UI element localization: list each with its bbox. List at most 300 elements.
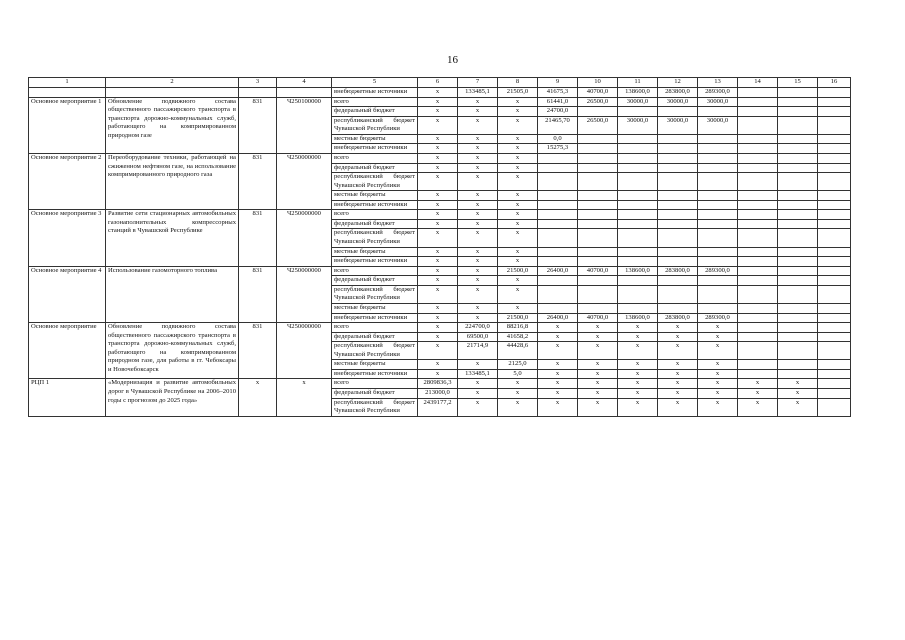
value-cell: x (458, 257, 498, 267)
value-cell: x (458, 144, 498, 154)
value-cell (618, 191, 658, 201)
value-cell (778, 219, 818, 229)
value-cell (818, 313, 851, 323)
value-cell (738, 323, 778, 333)
value-cell (538, 210, 578, 220)
budget-class-code: Ч250000000 (277, 210, 332, 266)
column-header: 14 (738, 78, 778, 88)
value-cell: x (538, 342, 578, 360)
value-cell: x (458, 360, 498, 370)
value-cell (738, 276, 778, 286)
value-cell (818, 323, 851, 333)
funding-source: всего (332, 97, 418, 107)
value-cell: x (698, 398, 738, 416)
value-cell (578, 229, 618, 247)
value-cell (778, 191, 818, 201)
value-cell (778, 88, 818, 98)
value-cell (818, 88, 851, 98)
value-cell: 30000,0 (618, 116, 658, 134)
column-header: 13 (698, 78, 738, 88)
value-cell: x (498, 116, 538, 134)
value-cell (698, 200, 738, 210)
table-row (29, 88, 851, 98)
value-cell (778, 144, 818, 154)
value-cell (578, 173, 618, 191)
grbs-code: 831 (239, 323, 277, 379)
value-cell (658, 229, 698, 247)
value-cell (578, 191, 618, 201)
funding-source: всего (332, 153, 418, 163)
column-header: 11 (618, 78, 658, 88)
value-cell (818, 229, 851, 247)
value-cell: x (498, 200, 538, 210)
grbs-code: 831 (239, 210, 277, 266)
value-cell (538, 200, 578, 210)
value-cell: x (458, 134, 498, 144)
value-cell (738, 134, 778, 144)
value-cell (818, 398, 851, 416)
value-cell: x (418, 247, 458, 257)
value-cell (778, 332, 818, 342)
value-cell: x (578, 360, 618, 370)
value-cell: 69500,0 (458, 332, 498, 342)
value-cell: x (498, 173, 538, 191)
value-cell: x (458, 247, 498, 257)
value-cell (698, 229, 738, 247)
value-cell (818, 97, 851, 107)
value-cell: x (458, 210, 498, 220)
value-cell: x (458, 163, 498, 173)
funding-source: всего (332, 210, 418, 220)
value-cell: x (458, 173, 498, 191)
table-row (29, 323, 851, 333)
value-cell (818, 163, 851, 173)
value-cell (778, 313, 818, 323)
measure-description: Переоборудование техники, работающей на сжиженном нефтяном газе, на использование компримированного природного газа (106, 153, 239, 209)
value-cell: x (498, 191, 538, 201)
value-cell: x (458, 303, 498, 313)
value-cell (738, 247, 778, 257)
value-cell (738, 369, 778, 379)
column-header: 6 (418, 78, 458, 88)
funding-source: местные бюджеты (332, 360, 418, 370)
value-cell: 21465,70 (538, 116, 578, 134)
value-cell (818, 134, 851, 144)
column-header: 10 (578, 78, 618, 88)
funding-source: федеральный бюджет (332, 332, 418, 342)
value-cell (738, 332, 778, 342)
value-cell: 138600,0 (618, 88, 658, 98)
value-cell: 213000,0 (418, 389, 458, 399)
column-header: 15 (778, 78, 818, 88)
value-cell: 224700,0 (458, 323, 498, 333)
value-cell (818, 153, 851, 163)
funding-source: республиканский бюджет Чувашской Республики (332, 285, 418, 303)
value-cell: 289300,0 (698, 266, 738, 276)
value-cell: x (458, 191, 498, 201)
value-cell (618, 134, 658, 144)
measure-name: Основное мероприятие (29, 323, 106, 379)
value-cell: x (538, 332, 578, 342)
funding-source: федеральный бюджет (332, 389, 418, 399)
value-cell (698, 163, 738, 173)
table-row (29, 97, 851, 107)
column-header: 9 (538, 78, 578, 88)
funding-source: местные бюджеты (332, 191, 418, 201)
value-cell (578, 144, 618, 154)
funding-source: местные бюджеты (332, 134, 418, 144)
value-cell: x (458, 219, 498, 229)
value-cell (658, 163, 698, 173)
budget-class-code: Ч250000000 (277, 266, 332, 322)
value-cell: x (418, 369, 458, 379)
value-cell (698, 285, 738, 303)
measure-name: Основное мероприятие 2 (29, 153, 106, 209)
value-cell: x (658, 398, 698, 416)
funding-source: республиканский бюджет Чувашской Республики (332, 116, 418, 134)
value-cell: x (418, 276, 458, 286)
value-cell: x (658, 342, 698, 360)
value-cell: x (618, 332, 658, 342)
value-cell: x (498, 210, 538, 220)
value-cell (818, 257, 851, 267)
value-cell (818, 173, 851, 191)
value-cell: x (418, 219, 458, 229)
value-cell: x (458, 276, 498, 286)
budget-class-code: Ч250000000 (277, 153, 332, 209)
value-cell: 5,0 (498, 369, 538, 379)
value-cell: x (698, 342, 738, 360)
funding-source: федеральный бюджет (332, 219, 418, 229)
value-cell (818, 369, 851, 379)
value-cell (778, 342, 818, 360)
funding-source: республиканский бюджет Чувашской Республики (332, 229, 418, 247)
value-cell: 40700,0 (578, 88, 618, 98)
value-cell (818, 266, 851, 276)
funding-source: внебюджетные источники (332, 369, 418, 379)
funding-source: местные бюджеты (332, 303, 418, 313)
column-header: 16 (818, 78, 851, 88)
value-cell (618, 247, 658, 257)
value-cell: x (418, 229, 458, 247)
value-cell: x (618, 342, 658, 360)
value-cell (658, 200, 698, 210)
value-cell (778, 303, 818, 313)
value-cell (578, 285, 618, 303)
value-cell: x (538, 389, 578, 399)
value-cell (738, 303, 778, 313)
value-cell (818, 332, 851, 342)
measure-name: Основное мероприятие 1 (29, 97, 106, 153)
funding-source: внебюджетные источники (332, 200, 418, 210)
value-cell (738, 360, 778, 370)
measure-name: Основное мероприятие 3 (29, 210, 106, 266)
value-cell: 0,0 (538, 134, 578, 144)
funding-source: местные бюджеты (332, 247, 418, 257)
value-cell (658, 247, 698, 257)
value-cell (818, 107, 851, 117)
value-cell: x (578, 323, 618, 333)
value-cell: 44428,6 (498, 342, 538, 360)
column-header: 7 (458, 78, 498, 88)
value-cell (618, 257, 658, 267)
value-cell: x (418, 191, 458, 201)
value-cell: x (498, 229, 538, 247)
grbs-code (239, 88, 277, 98)
value-cell: x (738, 389, 778, 399)
value-cell: x (498, 107, 538, 117)
measure-name (29, 88, 106, 98)
value-cell (818, 219, 851, 229)
value-cell (658, 153, 698, 163)
value-cell (778, 266, 818, 276)
value-cell: x (498, 144, 538, 154)
value-cell (818, 389, 851, 399)
budget-class-code: Ч250000000 (277, 323, 332, 379)
value-cell: x (698, 360, 738, 370)
value-cell (778, 134, 818, 144)
value-cell: x (658, 323, 698, 333)
value-cell (698, 219, 738, 229)
value-cell: x (618, 360, 658, 370)
measure-description: «Модернизация и развитие автомобильных дорог в Чувашской Республике на 2006–2010 годы с прогнозом до 2025 года» (106, 379, 239, 416)
value-cell: x (458, 229, 498, 247)
value-cell (818, 116, 851, 134)
value-cell (738, 191, 778, 201)
value-cell (538, 257, 578, 267)
column-header: 2 (106, 78, 239, 88)
funding-source: всего (332, 323, 418, 333)
value-cell: x (418, 266, 458, 276)
value-cell (618, 200, 658, 210)
value-cell (818, 379, 851, 389)
value-cell: 40700,0 (578, 313, 618, 323)
value-cell (778, 285, 818, 303)
value-cell: x (418, 257, 458, 267)
value-cell (578, 247, 618, 257)
value-cell: x (458, 97, 498, 107)
value-cell: x (778, 379, 818, 389)
value-cell (738, 285, 778, 303)
value-cell (618, 173, 658, 191)
column-header: 1 (29, 78, 106, 88)
value-cell (578, 200, 618, 210)
value-cell (818, 360, 851, 370)
value-cell (578, 303, 618, 313)
value-cell (578, 219, 618, 229)
value-cell: x (498, 257, 538, 267)
value-cell (698, 210, 738, 220)
value-cell (618, 219, 658, 229)
value-cell: x (578, 389, 618, 399)
grbs-code: 831 (239, 266, 277, 322)
value-cell (778, 116, 818, 134)
value-cell: x (418, 153, 458, 163)
column-header: 8 (498, 78, 538, 88)
value-cell (738, 257, 778, 267)
measure-description: Обновление подвижного состава общественного пассажирского транспорта в транспорта дорожно-коммунальных служб, работающего на компримированном природном газе (106, 97, 239, 153)
table-row (29, 266, 851, 276)
value-cell: x (458, 313, 498, 323)
measure-description: Использование газомоторного топлива (106, 266, 239, 322)
value-cell: 26400,0 (538, 266, 578, 276)
value-cell: x (498, 97, 538, 107)
value-cell (538, 229, 578, 247)
value-cell (778, 163, 818, 173)
value-cell (538, 276, 578, 286)
value-cell (578, 134, 618, 144)
value-cell (658, 219, 698, 229)
value-cell: x (418, 313, 458, 323)
value-cell: x (418, 134, 458, 144)
value-cell (698, 247, 738, 257)
value-cell (778, 369, 818, 379)
value-cell: x (498, 163, 538, 173)
value-cell (778, 276, 818, 286)
value-cell (538, 191, 578, 201)
value-cell: x (418, 210, 458, 220)
value-cell: x (498, 285, 538, 303)
value-cell: x (738, 398, 778, 416)
value-cell: x (698, 323, 738, 333)
value-cell (578, 210, 618, 220)
value-cell (818, 200, 851, 210)
value-cell: 30000,0 (618, 97, 658, 107)
value-cell: 283800,0 (658, 313, 698, 323)
funding-source: внебюджетные источники (332, 144, 418, 154)
value-cell: 133485,1 (458, 88, 498, 98)
measure-description (106, 88, 239, 98)
value-cell: x (538, 398, 578, 416)
value-cell: x (498, 247, 538, 257)
value-cell (738, 219, 778, 229)
value-cell (578, 107, 618, 117)
value-cell: x (458, 285, 498, 303)
value-cell: x (418, 88, 458, 98)
value-cell (658, 173, 698, 191)
measure-name: Основное мероприятие 4 (29, 266, 106, 322)
value-cell: 2439177,2 (418, 398, 458, 416)
value-cell: 40700,0 (578, 266, 618, 276)
value-cell: 21500,0 (498, 313, 538, 323)
value-cell (738, 153, 778, 163)
value-cell: 21714,9 (458, 342, 498, 360)
grbs-code: 831 (239, 97, 277, 153)
value-cell: 30000,0 (698, 116, 738, 134)
value-cell: x (698, 369, 738, 379)
page-number: 16 (447, 54, 458, 66)
value-cell: 30000,0 (658, 97, 698, 107)
value-cell (538, 303, 578, 313)
value-cell (618, 303, 658, 313)
value-cell (738, 116, 778, 134)
value-cell (658, 134, 698, 144)
value-cell: x (578, 332, 618, 342)
value-cell: 2125,0 (498, 360, 538, 370)
value-cell: x (658, 389, 698, 399)
value-cell: x (458, 200, 498, 210)
value-cell (698, 303, 738, 313)
value-cell (698, 276, 738, 286)
value-cell (658, 303, 698, 313)
value-cell: 289300,0 (698, 88, 738, 98)
funding-source: федеральный бюджет (332, 163, 418, 173)
header-row (29, 78, 851, 88)
value-cell (618, 229, 658, 247)
budget-class-code: Ч250100000 (277, 97, 332, 153)
value-cell (698, 153, 738, 163)
value-cell: 21500,0 (498, 266, 538, 276)
value-cell (738, 266, 778, 276)
value-cell (618, 285, 658, 303)
funding-source: всего (332, 379, 418, 389)
value-cell: x (418, 285, 458, 303)
value-cell (538, 153, 578, 163)
value-cell: 26500,0 (578, 116, 618, 134)
value-cell: x (578, 379, 618, 389)
value-cell (538, 163, 578, 173)
value-cell (778, 210, 818, 220)
value-cell: x (618, 369, 658, 379)
value-cell: 26500,0 (578, 97, 618, 107)
value-cell (578, 257, 618, 267)
value-cell: x (418, 163, 458, 173)
value-cell (698, 191, 738, 201)
value-cell: 283800,0 (658, 88, 698, 98)
value-cell (818, 144, 851, 154)
value-cell (618, 276, 658, 286)
column-header: 3 (239, 78, 277, 88)
funding-source: всего (332, 266, 418, 276)
value-cell: 61441,0 (538, 97, 578, 107)
value-cell: x (538, 323, 578, 333)
value-cell: x (418, 107, 458, 117)
column-header: 12 (658, 78, 698, 88)
value-cell: 138600,0 (618, 266, 658, 276)
value-cell (538, 173, 578, 191)
value-cell: x (778, 389, 818, 399)
grbs-code: x (239, 379, 277, 416)
value-cell (778, 97, 818, 107)
value-cell (778, 257, 818, 267)
value-cell (818, 210, 851, 220)
value-cell: 21505,0 (498, 88, 538, 98)
value-cell: 2809836,3 (418, 379, 458, 389)
table-row (29, 379, 851, 389)
value-cell (818, 285, 851, 303)
value-cell: x (538, 360, 578, 370)
value-cell: x (498, 219, 538, 229)
table-row (29, 153, 851, 163)
value-cell: x (618, 323, 658, 333)
value-cell: 15275,3 (538, 144, 578, 154)
grbs-code: 831 (239, 153, 277, 209)
value-cell (538, 285, 578, 303)
value-cell: x (538, 369, 578, 379)
value-cell: x (418, 332, 458, 342)
value-cell: x (658, 332, 698, 342)
value-cell: 41658,2 (498, 332, 538, 342)
value-cell: 30000,0 (658, 116, 698, 134)
value-cell (698, 257, 738, 267)
value-cell: x (418, 360, 458, 370)
value-cell (578, 153, 618, 163)
funding-source: федеральный бюджет (332, 276, 418, 286)
value-cell: x (498, 389, 538, 399)
value-cell (818, 191, 851, 201)
value-cell: x (458, 153, 498, 163)
value-cell: x (658, 369, 698, 379)
